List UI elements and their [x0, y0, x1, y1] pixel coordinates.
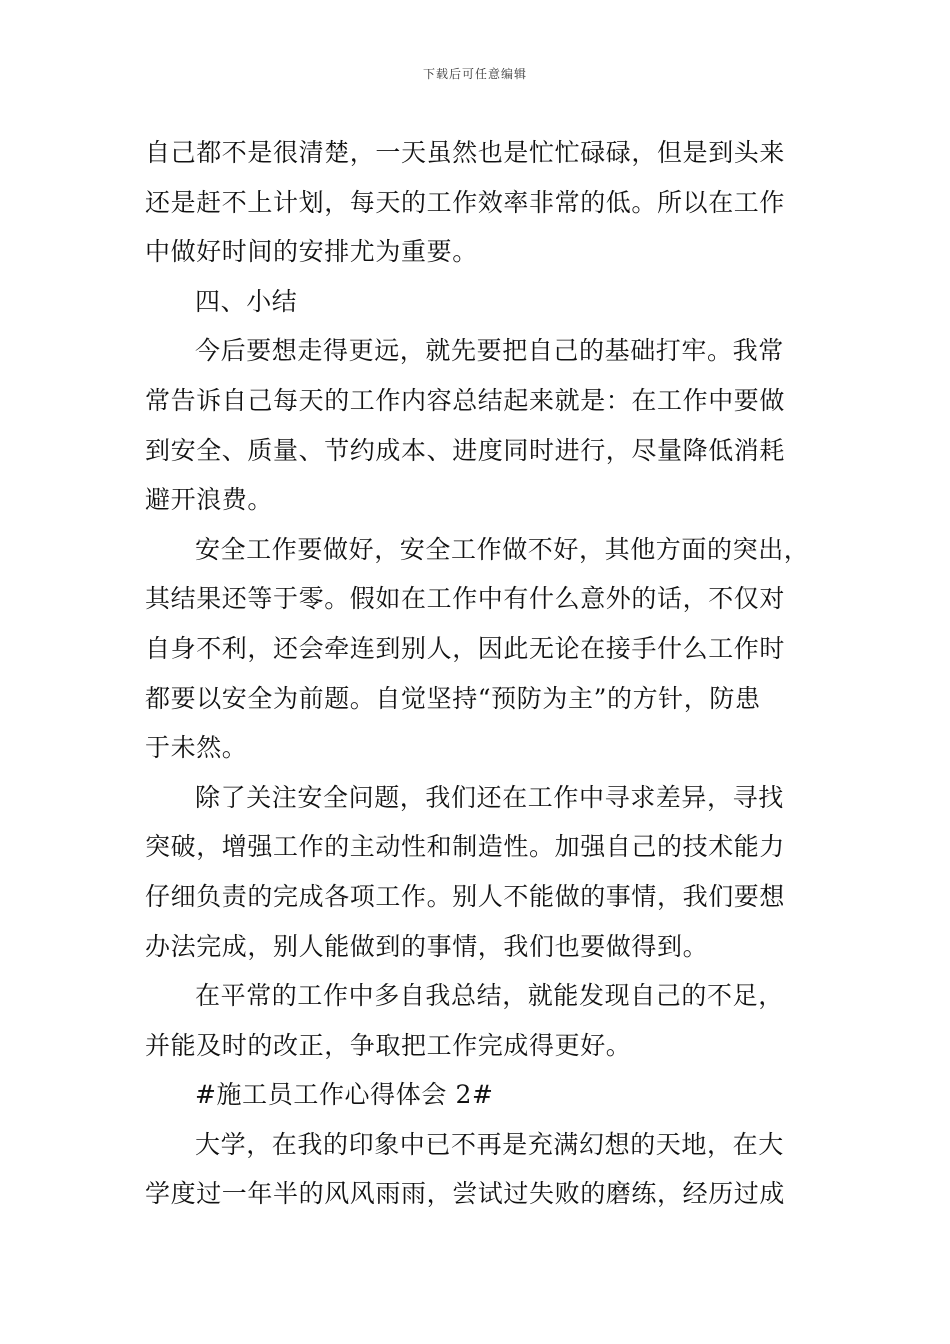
- text-line: 都要以安全为前题。自觉坚持“预防为主”的方针，防患: [145, 683, 761, 713]
- text-line: 并能及时的改正，争取把工作完成得更好。: [145, 1030, 632, 1060]
- paragraph-university: [145, 1120, 815, 1219]
- text-line: #施工员工作心得体会 2#: [195, 1080, 494, 1110]
- text-line: 仔细负责的完成各项工作。别人不能做的事情，我们要想: [145, 881, 786, 911]
- header-note: 下载后可任意编辑: [422, 67, 527, 81]
- text-line: 其结果还等于零。假如在工作中有什么意外的话，不仅对: [145, 584, 786, 614]
- text-line: 学度过一年半的风风雨雨，尝试过失败的磨练，经历过成: [145, 1179, 786, 1209]
- text-line: 自己都不是很清楚，一天虽然也是忙忙碌碌，但是到头来: [145, 138, 786, 167]
- text-line: 自身不利，还会牵连到别人，因此无论在接手什么工作时: [145, 633, 786, 663]
- text-line: 除了关注安全问题，我们还在工作中寻求差异，寻找: [195, 782, 784, 812]
- text-line: 在平常的工作中多自我总结，就能发现自己的不足，: [195, 981, 784, 1011]
- text-line: 到安全、质量、节约成本、进度同时进行，尽量降低消耗: [145, 435, 786, 465]
- document-body: [145, 128, 815, 1219]
- text-line: 中做好时间的安排尤为重要。: [145, 237, 478, 267]
- paragraph-innovation: [145, 773, 815, 971]
- text-line: 大学，在我的印象中已不再是充满幻想的天地，在大: [195, 1129, 784, 1159]
- paragraph-safety: [145, 525, 815, 773]
- section-heading-article-2: [145, 1070, 815, 1120]
- paragraph-time-management: [145, 128, 815, 277]
- text-line: 今后要想走得更远，就先要把自己的基础打牢。我常: [195, 336, 784, 366]
- text-line: 办法完成，别人能做到的事情，我们也要做得到。: [145, 931, 709, 961]
- text-line: 常告诉自己每天的工作内容总结起来就是：在工作中要做: [145, 385, 786, 415]
- text-line: 安全工作要做好，安全工作做不好，其他方面的突出，: [195, 534, 810, 564]
- paragraph-future-goals: [145, 326, 815, 524]
- text-line: 四、小结: [195, 286, 298, 316]
- text-line: 于未然。: [145, 733, 248, 763]
- text-line: 避开浪费。: [145, 485, 274, 515]
- paragraph-self-review: [145, 971, 815, 1070]
- section-heading-summary: [145, 277, 815, 327]
- text-line: 还是赶不上计划，每天的工作效率非常的低。所以在工作: [145, 187, 786, 217]
- text-line: 突破，增强工作的主动性和制造性。加强自己的技术能力: [145, 832, 786, 862]
